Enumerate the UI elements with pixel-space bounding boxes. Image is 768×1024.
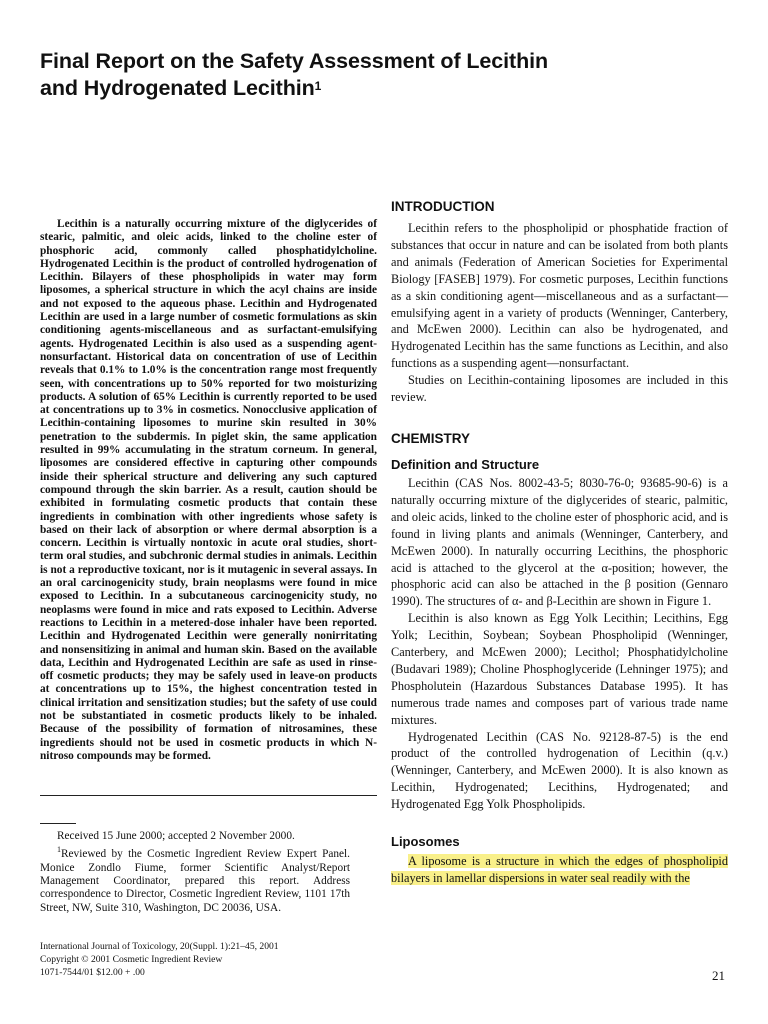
title-line-1: Final Report on the Safety Assessment of Lecithin xyxy=(40,49,549,73)
highlighted-text: A liposome is a structure in which the edges of phospholipid bilayers in lamellar dispersions in water seal readily with the xyxy=(391,854,728,885)
footnote-divider xyxy=(40,823,76,824)
liposomes-heading: Liposomes xyxy=(391,834,460,850)
received-note: Received 15 June 2000; accepted 2 November 2000. xyxy=(57,830,295,842)
page-number: 21 xyxy=(712,968,725,983)
chemistry-heading: CHEMISTRY xyxy=(391,430,471,446)
journal-citation: International Journal of Toxicology, 20(Suppl. 1):21–45, 2001 xyxy=(40,941,279,952)
journal-issn: 1071-7544/01 $12.00 + .00 xyxy=(40,967,145,978)
definition-structure-heading: Definition and Structure xyxy=(391,456,540,472)
title-line-2-text: and Hydrogenated Lecithin xyxy=(40,76,315,100)
introduction-paragraph-1: Lecithin refers to the phospholipid or phosphatide fraction of substances that occur in nature and can be isolated from both plants and animals (Federation of American Societies for Experimental Biology [FASEB] 1979). For cosmetic purposes, Lecithin functions as a skin conditioning agent—miscellaneous and as a surfactant—emulsifying agent in a variety of products (Wenninger, Canterbery, and McEwen 2000). Lecithin can also be hydrogenated, and Hydrogenated Lecithin has the same functions as Lecithin, and also functions as a suspending agent—nonsurfactant. xyxy=(391,221,728,371)
chemistry-paragraph-2: Lecithin is also known as Egg Yolk Lecithin; Lecithins, Egg Yolk; Lecithin, Soybean; Soybean Phospholipid (Wenninger, Canterbery, and McEwen 2000); Lecithol; Phosphatidylcholine (Budavari 1989); Choline Phosphoglyceride (Lehninger 1975); and Phospholutein (Hazardous Substances Database 1995). It has numerous trade names and composes part of various trade name mixtures. xyxy=(391,611,728,727)
abstract: Lecithin is a naturally occurring mixture of the diglycerides of stearic, palmitic, and oleic acids, linked to the choline ester of phosphoric acid, commonly called phosphatidylcholine. Hydrogenated Lecithin is the product of controlled hydrogenation of Lecithin. Bilayers of these phospholipids in water may form liposomes, a spherical structure in which the acyl chains are inside and not exposed to the aqueous phase. Lecithin and Hydrogenated Lecithin are used in a large number of cosmetic formulations as skin conditioning agents-miscellaneous and as surfactant-emulsifying agents. Hydrogenated Lecithin is also used as a suspending agent-nonsurfactant. Historical data on concentration of use of Lecithin reveals that 0.1% to 1.0% is the concentration range most frequently seen, with concentrations up to 50% reported for two moisturizing products. A solution of 65% Lecithin is currently reported to be used at concentrations up to 3% in cosmetics. Nonocclusive application of Lecithin-containing liposomes to murine skin resulted in 30% penetration to the subdermis. In piglet skin, the same application resulted in 99% accumulating in the stratum corneum. In general, liposomes are considered effective in capturing other compounds inside their spherical structure and delivering any such captured compound through the skin barrier. As a result, caution should be exhibited in formulating cosmetic products that contain these ingredients in combination with other ingredients whose safety is based on their lack of absorption or where dermal absorption is a concern. Lecithin is virtually nontoxic in acute oral studies, short-term oral studies, and subchronic dermal studies in animals. Lecithin is not a reproductive toxicant, nor is it mutagenic in several assays. In an oral carcinogenicity study, brain neoplasms were found in mice exposed to Lecithin. In a subcutaneous carcinogenicity study, no neoplasms were found in mice and rats exposed to Lecithin. Adverse reactions to Lecithin in a metered-dose inhaler have been reported. Lecithin and Hydrogenated Lecithin were generally nonirritating and nonsensitizing in animal and human skin. Based on the available data, Lecithin and Hydrogenated Lecithin are safe as used in rinse-off cosmetic products; they may be safely used in leave-on products at concentrations up to 15%, the highest concentration tested in clinical irritation and sensitization studies; but the safety of use could not be substantiated in cosmetic products likely to be inhaled. Because of the possibility of formation of nitrosamines, these ingredients should not be used in cosmetic products in which N-nitroso compounds may be formed. xyxy=(40,218,377,762)
journal-copyright: Copyright © 2001 Cosmetic Ingredient Review xyxy=(40,954,223,965)
footnote-1-mark: 1 xyxy=(57,845,61,855)
liposomes-paragraph xyxy=(391,853,728,887)
abstract-divider xyxy=(40,795,377,796)
title-line-2 xyxy=(40,75,600,102)
introduction-paragraph-2: Studies on Lecithin-containing liposomes are included in this review. xyxy=(391,373,728,405)
footnote-1-text: Reviewed by the Cosmetic Ingredient Review Expert Panel. Monice Zondlo Fiume, former Scientific Analyst/Report Management Coordinator, prepared this report. Address correspondence to Director, Cosmetic Ingredient Review, 1101 17th Street, NW, Suite 310, Washington, DC 20036, USA. xyxy=(40,848,350,914)
journal-info xyxy=(40,940,279,979)
title-footnote-mark: 1 xyxy=(314,79,322,93)
footnotes xyxy=(40,830,350,915)
chemistry-paragraph-3: Hydrogenated Lecithin (CAS No. 92128-87-5) is the end product of the controlled hydrogenation of Lecithin (q.v.) (Wenninger, Canterbery, and McEwen 2000). It is also known as Lecithin, Hydrogenated; Lecithins, Hydrogenated; and Hydrogenated Egg Yolk Phospholipids. xyxy=(391,729,728,812)
article-title xyxy=(40,48,600,102)
chemistry-paragraph-1: Lecithin (CAS Nos. 8002-43-5; 8030-76-0; 93685-90-6) is a naturally occurring mixture of the diglycerides of stearic, palmitic, and oleic acids, linked to the choline ester of phosphoric acid, and is found in living plants and animals (Wenninger, Canterbery, and McEwen 2000). In naturally occurring Lecithins, the phosphoric acid is attached to the glycerol at the α-position; however, the phosphoric acid can also be attached in the β position (Gennaro 1990). The structures of α- and β-Lecithin are shown in Figure 1. xyxy=(391,475,728,609)
body-column xyxy=(391,198,728,887)
introduction-heading: INTRODUCTION xyxy=(391,199,495,214)
footnote-1 xyxy=(40,843,350,915)
abstract-column xyxy=(40,218,377,763)
